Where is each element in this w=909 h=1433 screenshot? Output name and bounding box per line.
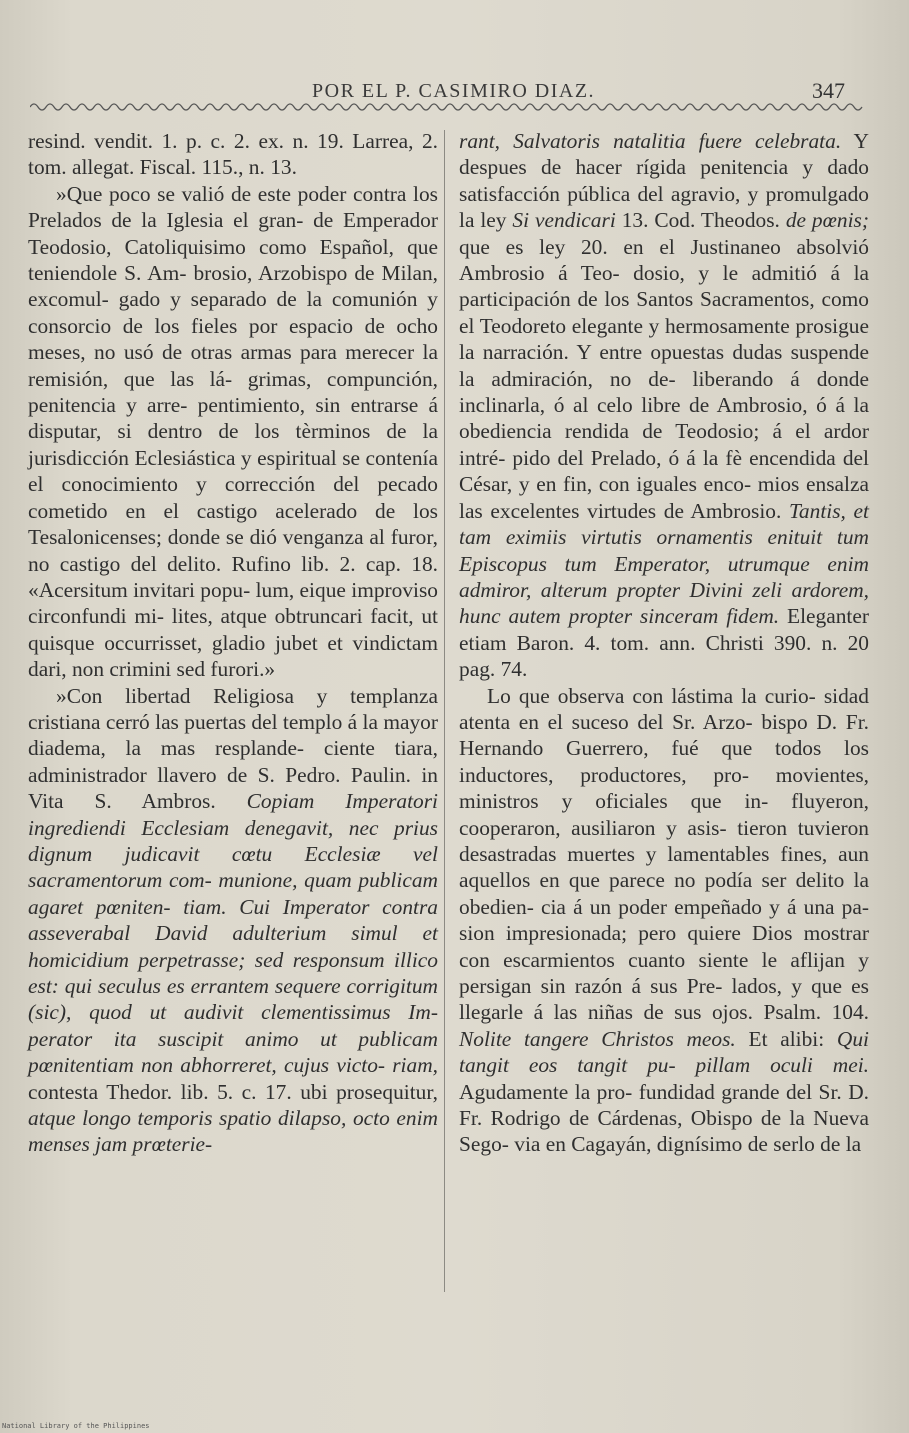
- column-divider: [444, 130, 445, 1292]
- left-p3-latin-quote: Copiam Imperatori ingrediendi Ecclesiam denegavit, nec prius dignum judicavit cœtu Ecclesiæ vel sacramentorum com- munione, quam publicam agaret pœniten- tiam. Cui Imperator contra asseverabal David adulterium simul et homicidium perpetrasse; sed responsum illico est: qui seculus es errantem sequere corrigitum (sic), quod ut audivit clementissimus Im- perator ita suscipit animo ut publicam pœnitentiam non abhorreret, cujus victo- riam,: [28, 789, 438, 1078]
- running-head: POR EL P. CASIMIRO DIAZ.: [312, 80, 596, 102]
- left-p3-latin-quote-2: atque longo temporis spatio dilapso, octo enim menses jam prœterie-: [28, 1106, 438, 1157]
- right-paragraph-1: [459, 128, 869, 683]
- right-p1-roman-3: que es ley 20. en el Justinaneo absolvió Ambrosio á Teo- dosio, y le admitió á la participación de los Santos Sacramentos, como el Teodoreto elegante y hermosamente prosigue la narración. Y entre opuestas dudas suspende la admiración, no de- liberando á donde inclinarla, ó al celo libre de Ambrosio, ó á la obediencia rendida de Teodosio; á el ardor intré- pido del Prelado, ó á la fè encendida del César, y en fin, con iguales enco- mios ensalza las excelentes virtudes de Ambrosio.: [459, 234, 869, 523]
- left-p3-roman: »Con libertad Religiosa y templanza cristiana cerró las puertas del templo á la mayor diadema, la mas resplande- ciente tiara, administrador llavero de S. Pedro. Paulin. in Vita S. Ambros.: [28, 683, 438, 814]
- right-p2-roman-1: Lo que observa con lástima la curio- sidad atenta en el suceso del Sr. Arzo- bispo D. Fr. Hernando Guerrero, fué que todos los inductores, productores, pro- movientes, ministros y oficiales que in- fluyeron, cooperaron, ausiliaron y asis- tieron tuvieron desastradas muertes y lamentables fines, aun aquellos en que parece no podía ser delito la obedien- cia á un poder empeñado y á una pa- sion impresionada; pero quiere Dios mostrar con escarmientos cuanto siente le aflijan y persigan sin razón á sus Pre- lados, y que es llegarle á las niñas de sus ojos. Psalm. 104.: [459, 683, 869, 1025]
- right-p2-roman-3: Agudamente la pro- fundidad grande del Sr. D. Fr. Rodrigo de Cárdenas, Obispo de la Nueva Sego- via en Cagayán, dignísimo de serlo de la: [459, 1079, 869, 1157]
- right-p1-roman-1: Y despues de hacer rígida penitencia y dado satisfacción pública del agravio, y promulgado la ley: [459, 129, 869, 233]
- right-p1-latin-2: Si vendicari: [512, 208, 616, 233]
- left-paragraph-1: resind. vendit. 1. p. c. 2. ex. n. 19. Larrea, 2. tom. allegat. Fiscal. 115., n. 13.: [28, 129, 438, 180]
- left-paragraph-3: [28, 683, 438, 1158]
- right-column: [459, 128, 869, 1158]
- right-p1-latin-3: de pœnis;: [785, 208, 869, 233]
- right-p2-latin-2: Qui tangit eos tangit pu- pillam oculi mei.: [459, 1026, 869, 1078]
- left-p3-roman-2: contesta Thedor. lib. 5. c. 17. ubi prosequitur,: [28, 1079, 438, 1104]
- page-number: 347: [812, 78, 845, 103]
- right-p1-roman-2: 13. Cod. Theodos.: [621, 208, 780, 233]
- right-p2-roman-2: Et alibi:: [748, 1026, 825, 1051]
- right-p1-latin-1: rant, Salvatoris natalitia fuere celebrata.: [459, 129, 842, 153]
- right-paragraph-2: [459, 683, 869, 1158]
- library-credit: National Library of the Philippines: [2, 1422, 150, 1430]
- right-p2-latin-1: Nolite tangere Christos meos.: [459, 1026, 736, 1051]
- left-paragraph-2: »Que poco se valió de este poder contra los Prelados de la Iglesia el gran- de Emperador Teodosio, Catoliquisimo como Español, que teniendole S. Am- brosio, Arzobispo de Milan, excomul- gado y separado de la comunión y consorcio de los fieles por espacio de ocho meses, no usó de otras armas para merecer la remisión, que las lá- grimas, compunción, penitencia y arre- pentimiento, sin entrarse á disputar, si dentro de los tèrminos de la jurisdicción Eclesiástica y espiritual se contenía el conocimiento y corrección del pecado cometido en el castigo acelerado de los Tesalonicenses; donde se dió venganza al furor, no castigo del delito. Rufino lib. 2. cap. 18. «Acersitum invitari popu- lum, eique improviso circonfundi mi- lites, atque obtruncari facit, ut quisque occurrisset, gladio jubet et vindictam dari, non crimini sed furori.»: [28, 181, 438, 682]
- right-p1-roman-4: Eleganter etiam Baron. 4. tom. ann. Christi 390. n. 20 pag. 74.: [459, 604, 869, 682]
- right-p1-latin-4: Tantis, et tam eximiis virtutis ornamentis enituit tum Episcopus tum Emperator, utrumque enim admiror, alterum propter Divini zeli ardorem, hunc autem propter sinceram fidem.: [459, 498, 869, 629]
- left-column: [28, 128, 438, 1158]
- header-wavy-rule: [30, 100, 865, 114]
